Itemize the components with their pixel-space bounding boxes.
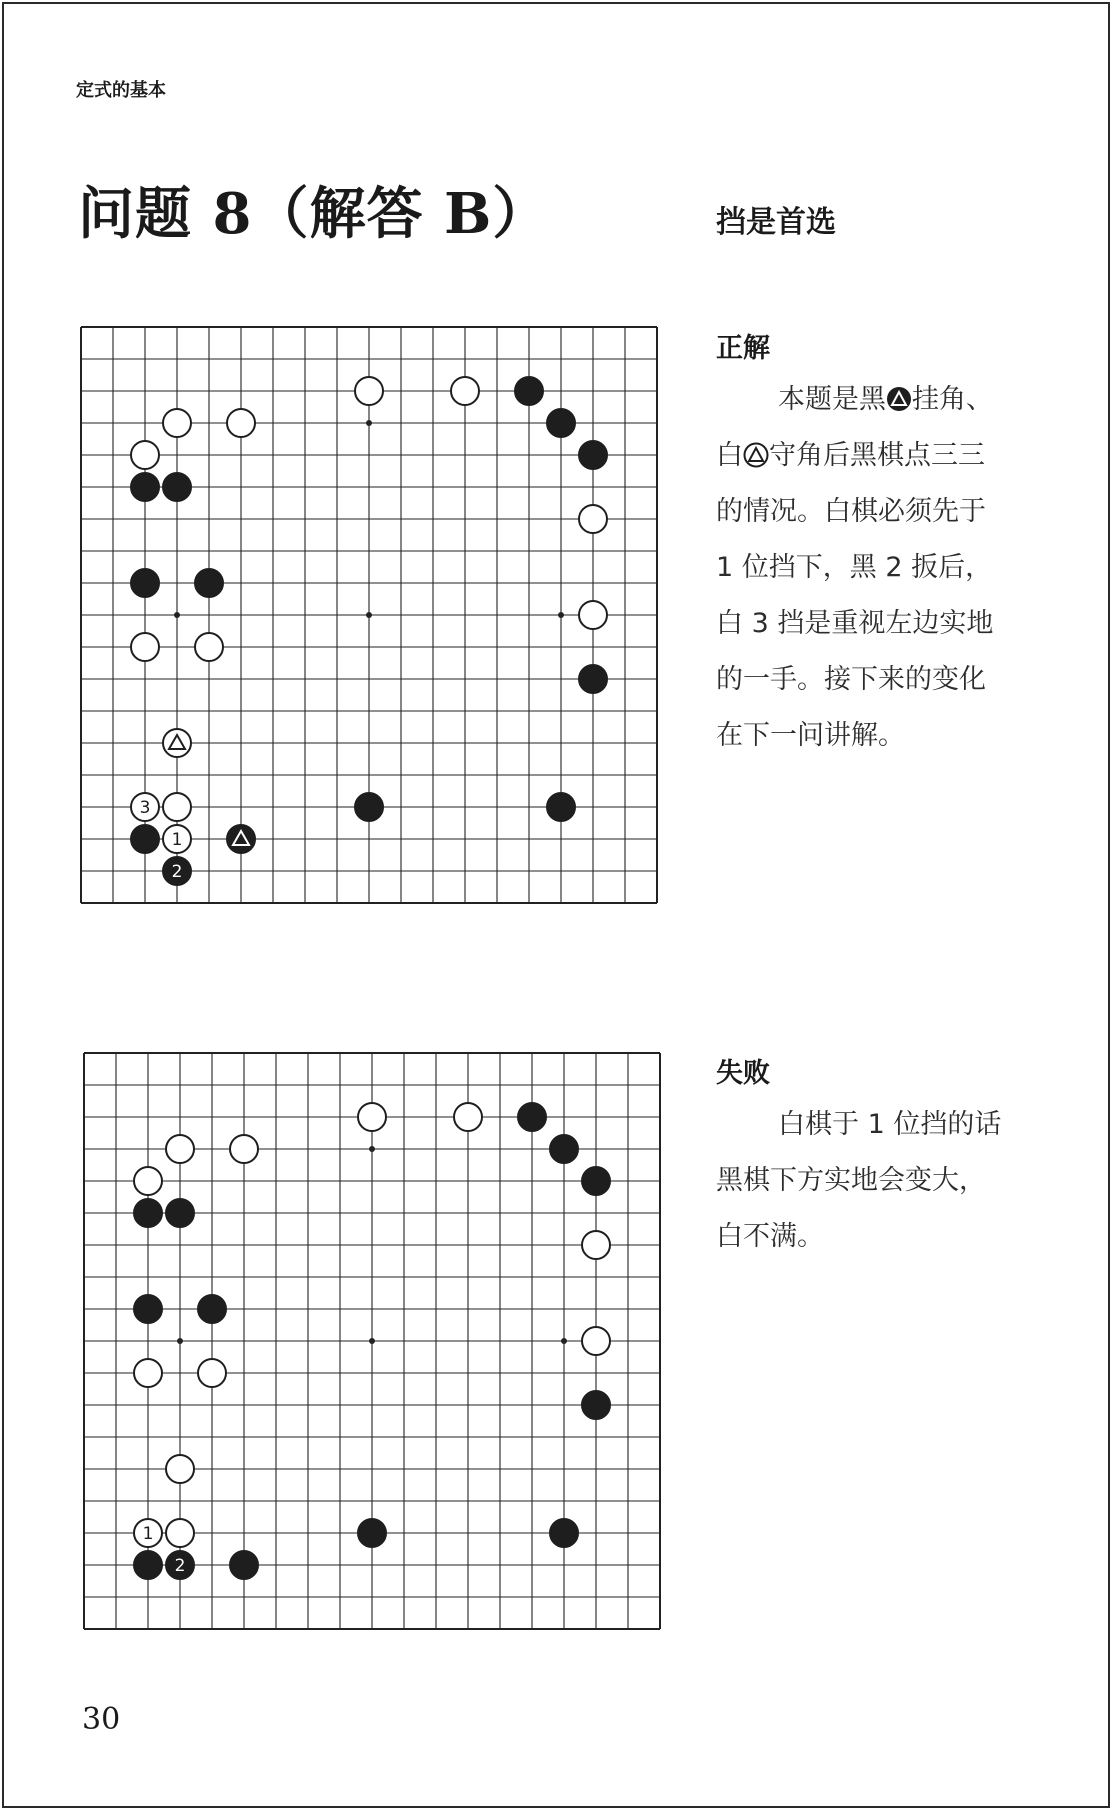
white-stone (166, 1135, 194, 1163)
star-point (369, 1338, 375, 1344)
black-stone-body (163, 473, 192, 502)
failure-heading: 失败 (716, 1058, 770, 1089)
white-stone-body (579, 601, 607, 629)
black-stone (355, 793, 384, 822)
white-stone-body (230, 1135, 258, 1163)
black-stone-body (131, 473, 160, 502)
black-stone-body (134, 1295, 163, 1324)
black-stone (582, 1167, 611, 1196)
black-stone-body (582, 1167, 611, 1196)
white-stone-body (166, 1455, 194, 1483)
white-stone (166, 1519, 194, 1547)
black-stone (550, 1519, 579, 1548)
white-stone-body (579, 505, 607, 533)
white-stone-body (355, 377, 383, 405)
correct-line-4: 1 位挡下，黑 2 扳后， (716, 552, 993, 583)
black-stone-body (227, 825, 256, 854)
black-stone (579, 665, 608, 694)
star-point (558, 612, 564, 618)
white-stone-body (131, 441, 159, 469)
black-stone (227, 825, 256, 854)
white-stone-body (163, 409, 191, 437)
star-point (366, 420, 372, 426)
white-stone-body (454, 1103, 482, 1131)
black-stone (195, 569, 224, 598)
white-stone-body (166, 1519, 194, 1547)
running-head: 定式的基本 (76, 80, 166, 101)
black-stone-body (355, 793, 384, 822)
black-stone (166, 1551, 195, 1580)
black-stone (166, 1199, 195, 1228)
page-number: 30 (82, 1702, 121, 1737)
correct-board-diagram (80, 326, 666, 904)
white-stone (134, 1167, 162, 1195)
white-stone-body (131, 633, 159, 661)
black-stone (131, 569, 160, 598)
white-stone-body (198, 1359, 226, 1387)
white-stone (358, 1103, 386, 1131)
black-stone (515, 377, 544, 406)
star-point (174, 612, 180, 618)
white-stone (582, 1327, 610, 1355)
white-stone-body (166, 1135, 194, 1163)
correct-line-6: 的一手。接下来的变化 (716, 664, 986, 695)
move-number: 2 (171, 862, 183, 882)
white-stone (230, 1135, 258, 1163)
star-point (366, 612, 372, 618)
failure-line-3: 白不满。 (716, 1221, 824, 1252)
white-stone-body (134, 1167, 162, 1195)
black-stone (131, 473, 160, 502)
white-stone (163, 825, 191, 853)
black-stone (547, 409, 576, 438)
black-stone (582, 1391, 611, 1420)
black-stone (134, 1551, 163, 1580)
white-stone (131, 793, 159, 821)
correct-line-2 (716, 428, 1046, 484)
white-stone (163, 729, 191, 757)
black-stone (134, 1295, 163, 1324)
book-page (2, 2, 1110, 1808)
white-stone (131, 633, 159, 661)
black-stone-body (515, 377, 544, 406)
correct-line-5: 白 3 挡是重视左边实地 (716, 608, 994, 639)
white-stone-body (227, 409, 255, 437)
correct-heading: 正解 (716, 333, 770, 364)
correct-line-1 (716, 372, 1046, 428)
white-stone-body (451, 377, 479, 405)
black-stone-body (198, 1295, 227, 1324)
black-stone (579, 441, 608, 470)
black-stone (134, 1199, 163, 1228)
black-stone (198, 1295, 227, 1324)
star-point (369, 1146, 375, 1152)
black-stone-body (131, 569, 160, 598)
white-stone (454, 1103, 482, 1131)
correct-explanation (716, 372, 1046, 764)
white-stone-body (582, 1231, 610, 1259)
failure-line-1: 白棋于 1 位挡的话 (778, 1109, 1002, 1140)
white-stone-body (582, 1327, 610, 1355)
white-stone (355, 377, 383, 405)
move-number: 1 (142, 1524, 154, 1544)
white-stone (163, 793, 191, 821)
white-stone (195, 633, 223, 661)
white-triangle-stone-icon (743, 442, 769, 468)
white-stone (163, 409, 191, 437)
move-number: 1 (171, 830, 183, 850)
white-stone-body (195, 633, 223, 661)
black-stone (163, 857, 192, 886)
white-stone (451, 377, 479, 405)
correct-line-1-end: 挂角、 (912, 384, 993, 415)
move-number: 2 (174, 1556, 186, 1576)
black-stone (550, 1135, 579, 1164)
black-stone (358, 1519, 387, 1548)
failure-board-diagram (83, 1052, 669, 1630)
correct-line-3: 的情况。白棋必须先于 (716, 496, 986, 527)
black-stone (547, 793, 576, 822)
failure-line-2: 黑棋下方实地会变大， (716, 1165, 986, 1196)
black-stone-body (518, 1103, 547, 1132)
correct-line-7: 在下一问讲解。 (716, 720, 905, 751)
black-stone-body (230, 1551, 259, 1580)
page-title: 问题 8（解答 B） (78, 181, 550, 247)
star-point (561, 1338, 567, 1344)
black-stone-body (550, 1519, 579, 1548)
white-stone-body (163, 793, 191, 821)
black-triangle-stone-icon (886, 386, 912, 412)
white-stone (134, 1359, 162, 1387)
black-stone (518, 1103, 547, 1132)
black-stone-body (547, 793, 576, 822)
black-stone-body (134, 1551, 163, 1580)
white-stone (134, 1519, 162, 1547)
white-stone-body (134, 1359, 162, 1387)
black-stone-body (131, 825, 160, 854)
white-stone-body (358, 1103, 386, 1131)
black-stone (230, 1551, 259, 1580)
black-stone-body (547, 409, 576, 438)
failure-explanation (716, 1097, 1046, 1265)
white-stone (582, 1231, 610, 1259)
white-stone (579, 601, 607, 629)
move-number: 3 (139, 798, 151, 818)
correct-line-2-start: 白 (716, 440, 743, 471)
star-point (177, 1338, 183, 1344)
black-stone-body (166, 1199, 195, 1228)
black-stone (131, 825, 160, 854)
white-stone (579, 505, 607, 533)
black-stone-body (582, 1391, 611, 1420)
black-stone-body (358, 1519, 387, 1548)
white-stone (166, 1455, 194, 1483)
correct-line-2-end: 守角后黑棋点三三 (769, 440, 985, 471)
black-stone (163, 473, 192, 502)
white-stone (227, 409, 255, 437)
page-subtitle: 挡是首选 (716, 205, 836, 240)
white-stone (198, 1359, 226, 1387)
correct-line-1-start: 本题是黑 (778, 384, 886, 415)
black-stone-body (195, 569, 224, 598)
black-stone-body (550, 1135, 579, 1164)
black-stone-body (134, 1199, 163, 1228)
black-stone-body (579, 665, 608, 694)
white-stone (131, 441, 159, 469)
black-stone-body (579, 441, 608, 470)
